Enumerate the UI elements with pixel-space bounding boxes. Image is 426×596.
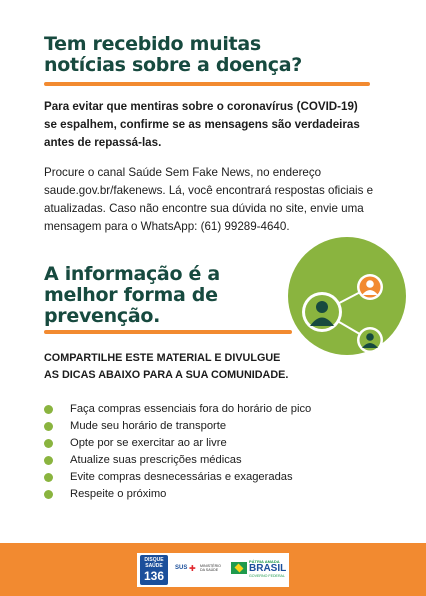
section-heading-line: A informação é a <box>44 263 220 285</box>
disque-number: 136 <box>143 569 165 583</box>
list-item <box>44 435 364 452</box>
bullet-icon <box>44 422 53 431</box>
tip-text: Faça compras essenciais fora do horário de pico <box>70 403 312 415</box>
gov-line: BRASIL <box>249 563 287 574</box>
disque-saude-logo <box>140 555 168 585</box>
intro-line: se espalhem, confirme se as mensagens são verdadeiras <box>44 118 360 131</box>
tip-text: Atualize suas prescrições médicas <box>70 454 242 466</box>
bullet-icon <box>44 456 53 465</box>
section-heading <box>44 264 264 327</box>
intro-line: antes de repassá-las. <box>44 136 162 149</box>
share-line: AS DICAS ABAIXO PARA A SUA COMUNIDADE. <box>44 369 289 381</box>
disque-label: DISQUE SAÚDE <box>144 557 164 569</box>
cross-icon: ✚ <box>189 564 196 573</box>
bullet-icon <box>44 473 53 482</box>
list-item <box>44 418 364 435</box>
bullet-icon <box>44 405 53 414</box>
paragraph-line: mensagem para o WhatsApp: (61) 99289-4640. <box>44 220 290 233</box>
list-item <box>44 486 364 503</box>
tip-text: Evite compras desnecessárias e exageradas <box>70 471 293 483</box>
people-network-icon <box>288 237 406 355</box>
brazil-flag-icon <box>231 562 247 574</box>
paragraph-line: atualizadas. Caso não encontre sua dúvida no site, envie uma <box>44 202 364 215</box>
fake-news-paragraph <box>44 164 379 236</box>
governo-federal-logo <box>249 559 287 579</box>
list-item <box>44 401 364 418</box>
paragraph-line: Procure o canal Saúde Sem Fake News, no endereço <box>44 166 322 179</box>
orange-divider <box>44 330 292 334</box>
ministerio-logo: MINISTÉRIO DA SAÚDE <box>200 564 221 573</box>
bullet-icon <box>44 439 53 448</box>
tip-text: Opte por se exercitar ao ar livre <box>70 437 227 449</box>
section-heading-line: melhor forma de <box>44 284 218 306</box>
section-heading-line: prevenção. <box>44 305 161 327</box>
tip-text: Mude seu horário de transporte <box>70 420 227 432</box>
list-item <box>44 452 364 469</box>
list-item <box>44 469 364 486</box>
main-heading-line: Tem recebido muitas <box>44 33 261 55</box>
share-line: COMPARTILHE ESTE MATERIAL E DIVULGUE <box>44 352 281 364</box>
tips-list <box>44 401 364 503</box>
gov-line: GOVERNO FEDERAL <box>249 574 285 578</box>
intro-line: Para evitar que mentiras sobre o coronavírus (COVID-19) <box>44 100 358 113</box>
gov-line: PÁTRIA AMADA <box>249 559 280 564</box>
bullet-icon <box>44 490 53 499</box>
sus-logo: SUS <box>175 565 188 571</box>
share-callout <box>44 350 344 384</box>
main-heading <box>44 34 344 76</box>
orange-divider <box>44 82 370 86</box>
main-heading-line: notícias sobre a doença? <box>44 54 302 76</box>
tip-text: Respeite o próximo <box>70 488 167 500</box>
paragraph-line: saude.gov.br/fakenews. Lá, você encontrará respostas oficiais e <box>44 184 374 197</box>
people-network-graphic <box>288 237 406 355</box>
intro-text <box>44 98 374 152</box>
footer-logos <box>137 553 289 587</box>
